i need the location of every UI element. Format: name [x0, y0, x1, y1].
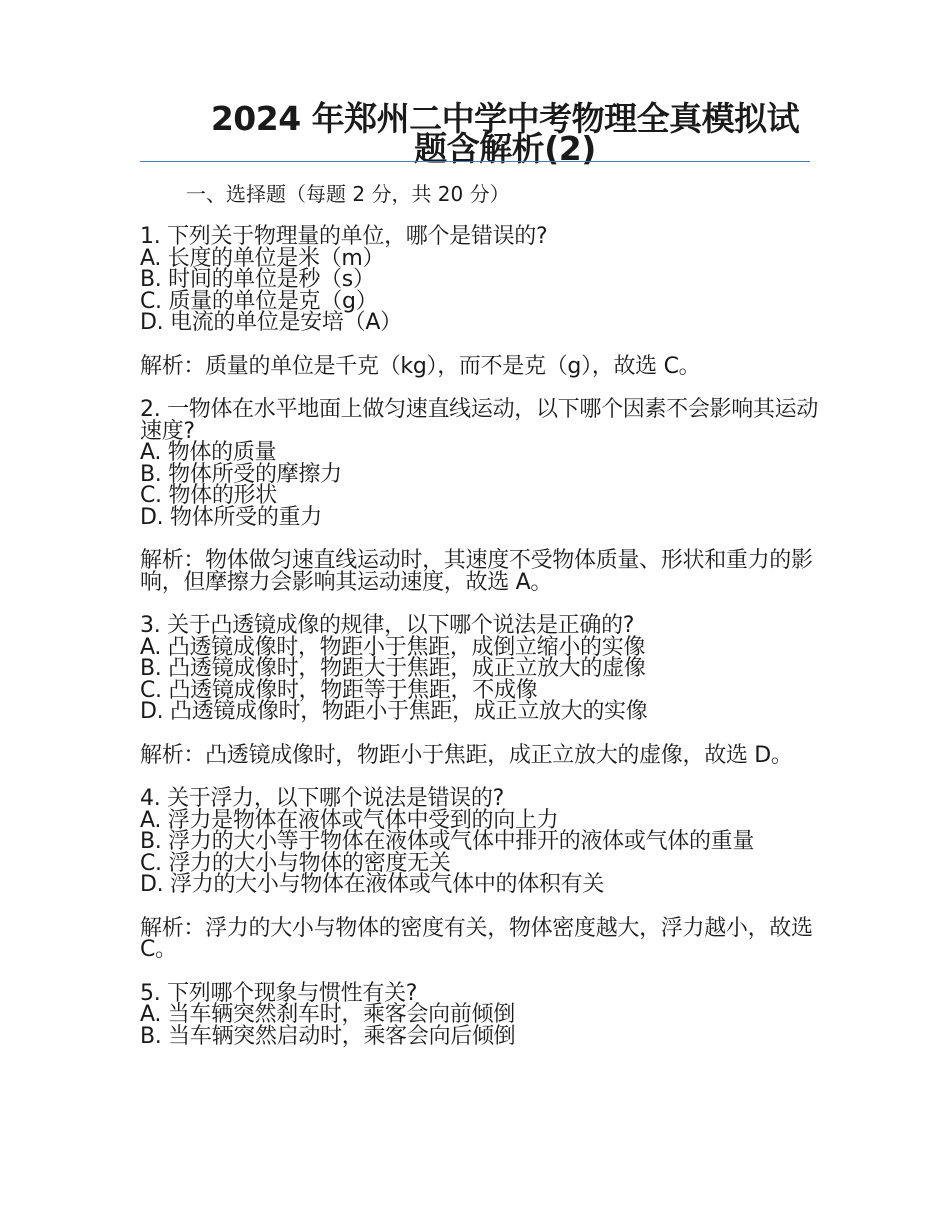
question-analysis: 解析：浮力的大小与物体的密度有关，物体密度越大，浮力越小，故选 C。: [140, 915, 813, 962]
question-block: [140, 788, 820, 896]
option-d: D. 凸透镜成像时，物距小于焦距，成正立放大的实像: [140, 699, 648, 724]
question-analysis: 解析：凸透镜成像时，物距小于焦距，成正立放大的虚像，故选 D。: [140, 742, 793, 768]
option-a: A. 长度的单位是米（m）: [140, 245, 385, 271]
option-a: A. 当车辆突然刹车时，乘客会向前倾倒: [140, 1002, 515, 1027]
option-b: B. 当车辆突然启动时，乘客会向后倾倒: [140, 1023, 516, 1049]
question-analysis: 解析：质量的单位是千克（kg），而不是克（g），故选 C。: [140, 353, 701, 379]
question-analysis: 解析：物体做匀速直线运动时，其速度不受物体质量、形状和重力的影响，但摩擦力会影响其运动速度，故选 A。: [140, 548, 813, 595]
question-block: [140, 226, 820, 334]
option-c: C. 质量的单位是克（g）: [140, 288, 378, 314]
question-block: [140, 615, 820, 723]
option-c: C. 浮力的大小与物体的密度无关: [140, 850, 451, 876]
option-d: D. 浮力的大小与物体在液体或气体中的体积有关: [140, 872, 605, 897]
question-stem: 2. 一物体在水平地面上做匀速直线运动，以下哪个因素不会影响其运动速度?: [140, 397, 819, 444]
question-stem: 4. 关于浮力，以下哪个说法是错误的?: [140, 786, 504, 811]
section-heading: 一、选择题（每题 2 分，共 20 分）: [186, 182, 510, 206]
question-stem: 1. 下列关于物理量的单位，哪个是错误的?: [140, 224, 548, 249]
title-underline: [140, 161, 810, 162]
question-stem: 3. 关于凸透镜成像的规律，以下哪个说法是正确的?: [140, 613, 635, 638]
document-title: 2024 年郑州二中学中考物理全真模拟试题含解析(2): [210, 99, 800, 168]
option-b: B. 时间的单位是秒（s）: [140, 267, 375, 292]
question-block: [140, 980, 820, 1049]
option-a: A. 物体的质量: [140, 440, 277, 465]
option-a: A. 浮力是物体在液体或气体中受到的向上力: [140, 807, 559, 833]
option-d: D. 电流的单位是安培（A）: [140, 310, 402, 335]
question-block: [140, 399, 820, 528]
question-list: [140, 226, 820, 1069]
option-b: B. 物体所受的摩擦力: [140, 461, 342, 487]
option-c: C. 物体的形状: [140, 483, 277, 508]
option-d: D. 物体所受的重力: [140, 504, 322, 530]
option-b: B. 浮力的大小等于物体在液体或气体中排开的液体或气体的重量: [140, 829, 755, 854]
option-b: B. 凸透镜成像时，物距大于焦距，成正立放大的虚像: [140, 656, 646, 681]
option-a: A. 凸透镜成像时，物距小于焦距，成倒立缩小的实像: [140, 634, 646, 660]
question-stem: 5. 下列哪个现象与惯性有关?: [140, 980, 418, 1006]
option-c: C. 凸透镜成像时，物距等于焦距，不成像: [140, 677, 538, 703]
